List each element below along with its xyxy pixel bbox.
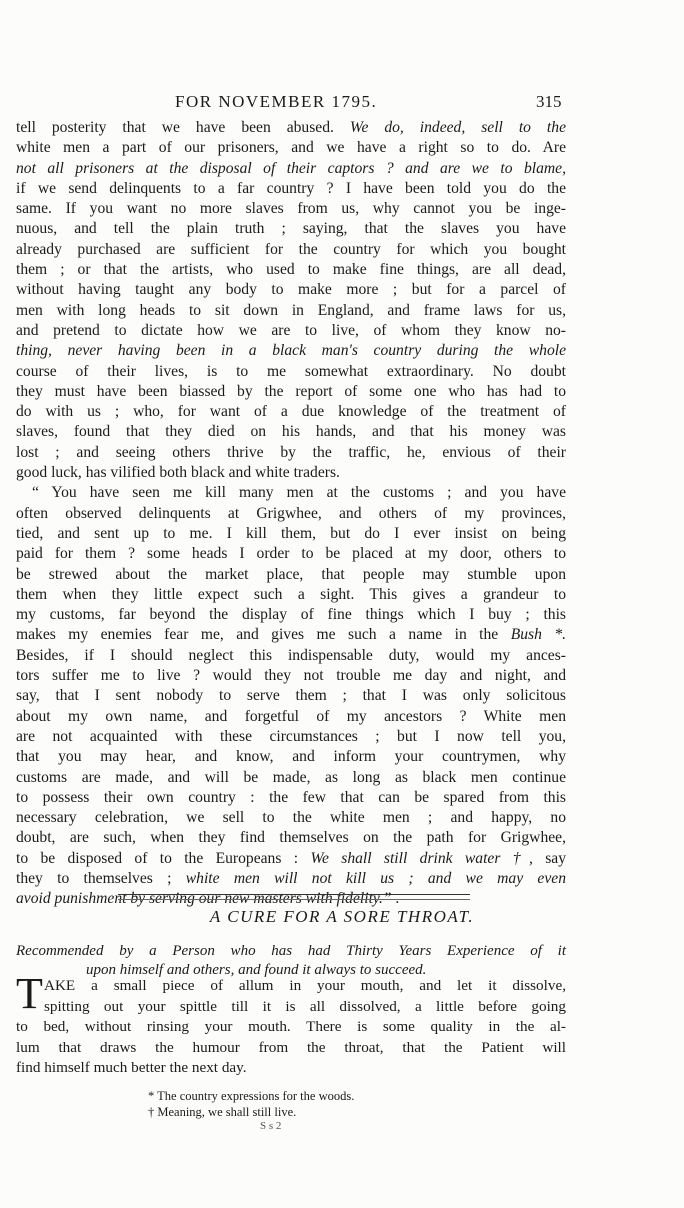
- text-line: [16, 240, 566, 260]
- text-run: they must have been biassed by the report of some one who has had to: [16, 382, 566, 400]
- text-line: [16, 159, 566, 179]
- text-line: [16, 341, 566, 361]
- subtitle-line: Recommended by a Person who has had Thirty Years Experience of it: [16, 943, 566, 959]
- text-run: course of their lives, is to me somewhat extraordinary. No doubt: [16, 362, 566, 380]
- text-run: are not acquainted with these circumstances ; but I now tell you,: [16, 727, 566, 745]
- text-run: my customs, far beyond the display of fine things which I buy ; this: [16, 606, 566, 624]
- text-line: [16, 666, 566, 686]
- text-run: to possess their own country : the few that can be spared from this: [16, 788, 566, 806]
- text-line: [16, 504, 566, 524]
- text-line: [16, 808, 566, 828]
- running-head: FOR NOVEMBER 1795.: [175, 92, 378, 111]
- recipe-line: find himself much better the next day.: [16, 1059, 247, 1076]
- article-title: A CURE FOR A SORE THROAT.: [209, 907, 475, 926]
- text-line: [16, 382, 566, 402]
- text-run: men with long heads to sit down in England, and frame laws for us,: [16, 301, 566, 319]
- text-run: good luck, has vilified both black and white traders.: [16, 464, 340, 482]
- italic-run: avoid punishment by serving our new masters with fidelity.”: [16, 890, 392, 908]
- italic-run: We shall still drink water †,: [310, 849, 533, 867]
- text-line: [16, 646, 566, 666]
- text-line: [16, 727, 566, 747]
- text-run: tied, and sent up to me. I kill them, but do I ever insist on being: [16, 524, 566, 542]
- text-line: [16, 828, 566, 848]
- page-number: 315: [536, 92, 562, 111]
- text-line: [16, 321, 566, 341]
- text-run: without having taught any body to make more ; but for a parcel of: [16, 281, 566, 299]
- text-run: already purchased are sufficient for the country for which you bought: [16, 240, 566, 258]
- italic-run: thing, never having been in a black man's country during the whole: [16, 342, 566, 360]
- text-run: slaves, found that they died on his hands, and that his money was: [16, 423, 566, 441]
- text-line: [16, 565, 566, 585]
- text-run: them when they little expect such a sight. This gives a grandeur to: [16, 585, 566, 603]
- text-line: [16, 138, 566, 158]
- text-run: Besides, if I should neglect this indispensable duty, would my ances-: [16, 646, 566, 664]
- footnote: * The country expressions for the woods.: [148, 1089, 355, 1103]
- text-run: to be disposed of to the Europeans :: [16, 849, 299, 867]
- drop-cap: T: [16, 969, 43, 1018]
- speech-text-column: [16, 118, 566, 910]
- text-run: about my own name, and forgetful of my ancestors ? White men: [16, 707, 566, 725]
- text-run: customs are made, and will be made, as long as black men continue: [16, 768, 566, 786]
- text-line: [16, 118, 566, 138]
- text-run: white men a part of our prisoners, and we have a right so to do. Are: [16, 139, 566, 157]
- text-line: [16, 544, 566, 564]
- text-run: same. If you want no more slaves from us, why cannot you be inge-: [16, 200, 566, 218]
- text-run: and pretend to dictate how we are to live, of whom they know no-: [16, 321, 566, 339]
- italic-run: Bush *.: [510, 626, 566, 644]
- text-line: [16, 524, 566, 544]
- recipe-line: spitting out your spittle till it is all dissolved, a little before going: [44, 997, 566, 1015]
- text-line: [16, 788, 566, 808]
- text-line: [16, 199, 566, 219]
- text-line: [16, 179, 566, 199]
- text-run: they to themselves ;: [16, 869, 172, 887]
- text-run: be strewed about the market place, that people may stumble upon: [16, 565, 566, 583]
- text-run: say, that I sent nobody to serve them ; that I was only solicitous: [16, 687, 566, 705]
- text-line: [16, 707, 566, 727]
- text-line: [16, 443, 566, 463]
- recipe-line: lum that draws the humour from the throat, that the Patient will: [16, 1038, 566, 1056]
- footnotes: [148, 1088, 354, 1120]
- recipe-line: AKE a small piece of allum in your mouth, and let it dissolve,: [44, 977, 566, 994]
- text-line: [16, 625, 566, 645]
- text-run: if we send delinquents to a far country ? I have been told you do the: [16, 179, 566, 197]
- text-run: “ You have seen me kill many men at the customs ; and you have: [32, 484, 566, 502]
- text-line: [16, 585, 566, 605]
- text-line: [16, 219, 566, 239]
- italic-run: white men will not kill us ; and we may even: [185, 869, 566, 887]
- recipe-line: to bed, without rinsing your mouth. There is some quality in the al-: [16, 1018, 566, 1035]
- text-line: [16, 869, 566, 889]
- subtitle-line: upon himself and others, and found it always to succeed.: [86, 962, 427, 978]
- text-line: [16, 849, 566, 869]
- article-subtitle: [16, 942, 566, 980]
- text-line: [16, 605, 566, 625]
- text-run: do with us ; who, for want of a due knowledge of the treatment of: [16, 403, 566, 421]
- text-line: [16, 301, 566, 321]
- footnote: † Meaning, we shall still live.: [148, 1105, 297, 1119]
- italic-run: We do, indeed, sell to the: [349, 119, 566, 136]
- text-run: paid for them ? some heads I order to be placed at my door, others to: [16, 545, 566, 563]
- text-line: [16, 260, 566, 280]
- text-line: [16, 483, 566, 503]
- text-line: [16, 362, 566, 382]
- text-run: say: [532, 849, 566, 867]
- text-line: [16, 747, 566, 767]
- text-run: tors suffer me to live ? would they not trouble me day and night, and: [16, 667, 566, 685]
- text-run: nuous, and tell the plain truth ; saying, that the slaves you have: [16, 220, 566, 238]
- text-line: [16, 280, 566, 300]
- text-run: necessary celebration, we sell to the white men ; and happy, no: [16, 809, 566, 827]
- text-run: them ; or that the artists, who used to make fine things, are all dead,: [16, 261, 566, 279]
- text-run: makes my enemies fear me, and gives me such a name in the: [16, 626, 499, 644]
- text-run: doubt, are such, when they find themselves on the path for Grigwhee,: [16, 829, 566, 847]
- text-run: that you may hear, and know, and inform your countrymen, why: [16, 748, 566, 766]
- italic-run: not all prisoners at the disposal of their captors ? and are we to blame,: [16, 159, 566, 177]
- text-run: often observed delinquents at Grigwhee, and others of my provinces,: [16, 504, 566, 522]
- text-line: [16, 686, 566, 706]
- text-line: [16, 402, 566, 422]
- page-header: [0, 92, 684, 116]
- text-line: [16, 463, 566, 483]
- text-line: [16, 768, 566, 788]
- text-run: lost ; and seeing others thrive by the traffic, he, envious of their: [16, 443, 566, 461]
- text-run: tell posterity that we have been abused.: [16, 119, 334, 136]
- text-run: .: [391, 890, 400, 908]
- signature-mark: S s 2: [260, 1120, 282, 1132]
- text-line: [16, 422, 566, 442]
- section-divider-rule: [118, 894, 470, 900]
